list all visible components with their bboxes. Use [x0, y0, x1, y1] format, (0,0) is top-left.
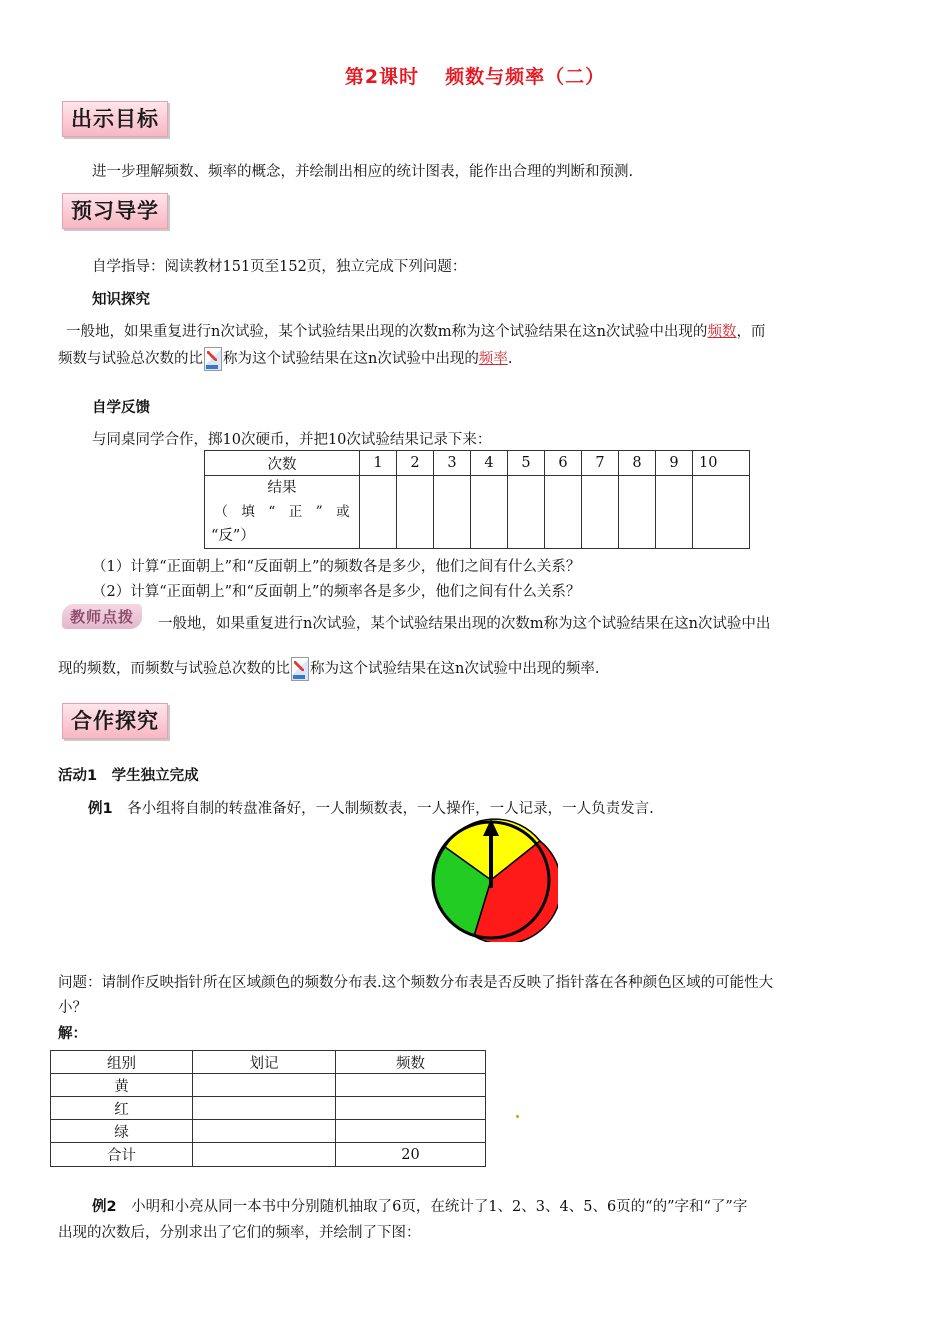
example-2-line-1 [92, 1195, 747, 1216]
coin-table-number: 9 [656, 451, 693, 476]
question-1: （1）计算“正面朝上”和“反面朝上”的频数各是多少，他们之间有什么关系？ [92, 559, 581, 575]
freq-group-cell: 红 [51, 1097, 193, 1120]
freq-group-cell: 合计 [51, 1143, 193, 1167]
lesson-topic: 频数与频率（二） [445, 66, 606, 88]
example-2-line-2: 出现的次数后，分别求出了它们的频率，并绘制了下图： [58, 1225, 421, 1241]
self-guide-text: 自学指导：阅读教材151页至152页，独立完成下列问题： [92, 259, 467, 275]
coin-result-cell[interactable] [545, 476, 582, 549]
freq-header-count: 频数 [336, 1051, 486, 1074]
question-line-1: 问题：请制作反映指针所在区域颜色的频数分布表.这个频数分布表是否反映了指针落在各种颜色区域的可能性大 [58, 975, 774, 991]
feedback-intro: 与同桌同学合作，掷10次硬币，并把10次试验结果记录下来： [92, 432, 492, 448]
freq-header-tally: 划记 [193, 1051, 336, 1074]
stray-mark [516, 1115, 519, 1118]
coin-result-cell[interactable] [397, 476, 434, 549]
coin-table-number: 5 [508, 451, 545, 476]
example-2-label: 例2 [92, 1199, 117, 1215]
knowledge-text-2-end: . [507, 351, 513, 367]
teacher-text-2b: 称为这个试验结果在这n次试验中出现的频率. [310, 661, 600, 677]
freq-row-red [51, 1097, 486, 1120]
ratio-formula-icon [291, 657, 309, 681]
activity-1-heading: 活动1 学生独立完成 [58, 768, 199, 784]
knowledge-line-1 [66, 320, 765, 341]
coin-result-cell[interactable] [360, 476, 397, 549]
freq-tally-cell[interactable] [193, 1097, 336, 1120]
frequency-table [50, 1050, 486, 1167]
knowledge-text-1-end: ，而 [736, 324, 766, 340]
freq-count-cell: 20 [336, 1143, 486, 1167]
blank-frequency-count: 频数 [707, 324, 737, 340]
teacher-tip-tag: 教师点拨 [62, 604, 142, 629]
spinner-diagram [424, 818, 558, 942]
coin-table-number: 6 [545, 451, 582, 476]
freq-row-total [51, 1143, 486, 1167]
freq-group-cell: 黄 [51, 1074, 193, 1097]
freq-count-cell[interactable] [336, 1097, 486, 1120]
freq-tally-cell[interactable] [193, 1120, 336, 1143]
feedback-heading: 自学反馈 [92, 400, 150, 416]
ratio-formula-icon [204, 347, 222, 371]
knowledge-line-2 [58, 347, 512, 371]
freq-tally-cell[interactable] [193, 1074, 336, 1097]
result-label-line-2: （ 填 “ 正 ” 或 [214, 504, 350, 520]
freq-group-cell: 绿 [51, 1120, 193, 1143]
freq-tally-cell[interactable] [193, 1143, 336, 1167]
freq-row-green [51, 1120, 486, 1143]
result-label-line-3: “反”） [211, 528, 255, 544]
section-banner-goals: 出示目标 [62, 101, 168, 137]
result-label-line-1: 结果 [267, 480, 297, 496]
teacher-text-2a: 现的频数，而频数与试验总次数的比 [58, 661, 290, 677]
knowledge-heading: 知识探究 [92, 292, 150, 308]
example-1 [88, 797, 654, 818]
knowledge-text-2b: 称为这个试验结果在这n次试验中出现的 [223, 351, 479, 367]
knowledge-text-1: 一般地，如果重复进行n次试验，某个试验结果出现的次数m称为这个试验结果在这n次试验中出现的 [66, 324, 708, 340]
coin-table-number: 1 [360, 451, 397, 476]
teacher-line-2 [58, 657, 599, 681]
coin-result-cell[interactable] [508, 476, 545, 549]
coin-table-number: 4 [471, 451, 508, 476]
example-1-label: 例1 [88, 801, 113, 817]
coin-table-number: 3 [434, 451, 471, 476]
freq-table-header [51, 1051, 486, 1074]
knowledge-text-2: 频数与试验总次数的比 [58, 351, 203, 367]
coin-toss-table [204, 450, 750, 549]
coin-result-cell[interactable] [656, 476, 693, 549]
coin-table-header-label: 次数 [205, 451, 360, 476]
goal-text: 进一步理解频数、频率的概念，并绘制出相应的统计图表，能作出合理的判断和预测. [92, 164, 634, 180]
question-2: （2）计算“正面朝上”和“反面朝上”的频率各是多少，他们之间有什么关系？ [92, 584, 581, 600]
coin-result-cell[interactable] [619, 476, 656, 549]
example-1-text: 各小组将自制的转盘准备好，一人制频数表，一人操作，一人记录，一人负责发言. [127, 801, 654, 817]
blank-frequency-rate: 频率 [478, 351, 508, 367]
coin-result-cell[interactable] [471, 476, 508, 549]
coin-table-number: 8 [619, 451, 656, 476]
coin-result-cell[interactable] [434, 476, 471, 549]
freq-row-yellow [51, 1074, 486, 1097]
section-banner-coop: 合作探究 [62, 703, 168, 739]
coin-result-cell[interactable] [582, 476, 619, 549]
freq-header-group: 组别 [51, 1051, 193, 1074]
answer-label: 解： [58, 1026, 87, 1042]
coin-table-result-row [205, 476, 750, 549]
coin-table-number: 10 [693, 451, 750, 476]
teacher-line-1: 一般地，如果重复进行n次试验，某个试验结果出现的次数m称为这个试验结果在这n次试验中出 [158, 616, 771, 632]
page-title [0, 62, 950, 89]
coin-result-cell[interactable] [693, 476, 750, 549]
example-2-text-1: 小明和小亮从同一本书中分别随机抽取了6页，在统计了1、2、3、4、5、6页的“的”字和“了”字 [131, 1199, 748, 1215]
lesson-number: 第2课时 [344, 66, 420, 88]
freq-count-cell[interactable] [336, 1074, 486, 1097]
coin-table-number: 2 [397, 451, 434, 476]
coin-table-number: 7 [582, 451, 619, 476]
section-banner-preview: 预习导学 [62, 193, 168, 229]
coin-table-result-label [205, 476, 360, 549]
coin-table-header-row [205, 451, 750, 476]
freq-count-cell[interactable] [336, 1120, 486, 1143]
question-line-2: 小？ [58, 1000, 87, 1016]
